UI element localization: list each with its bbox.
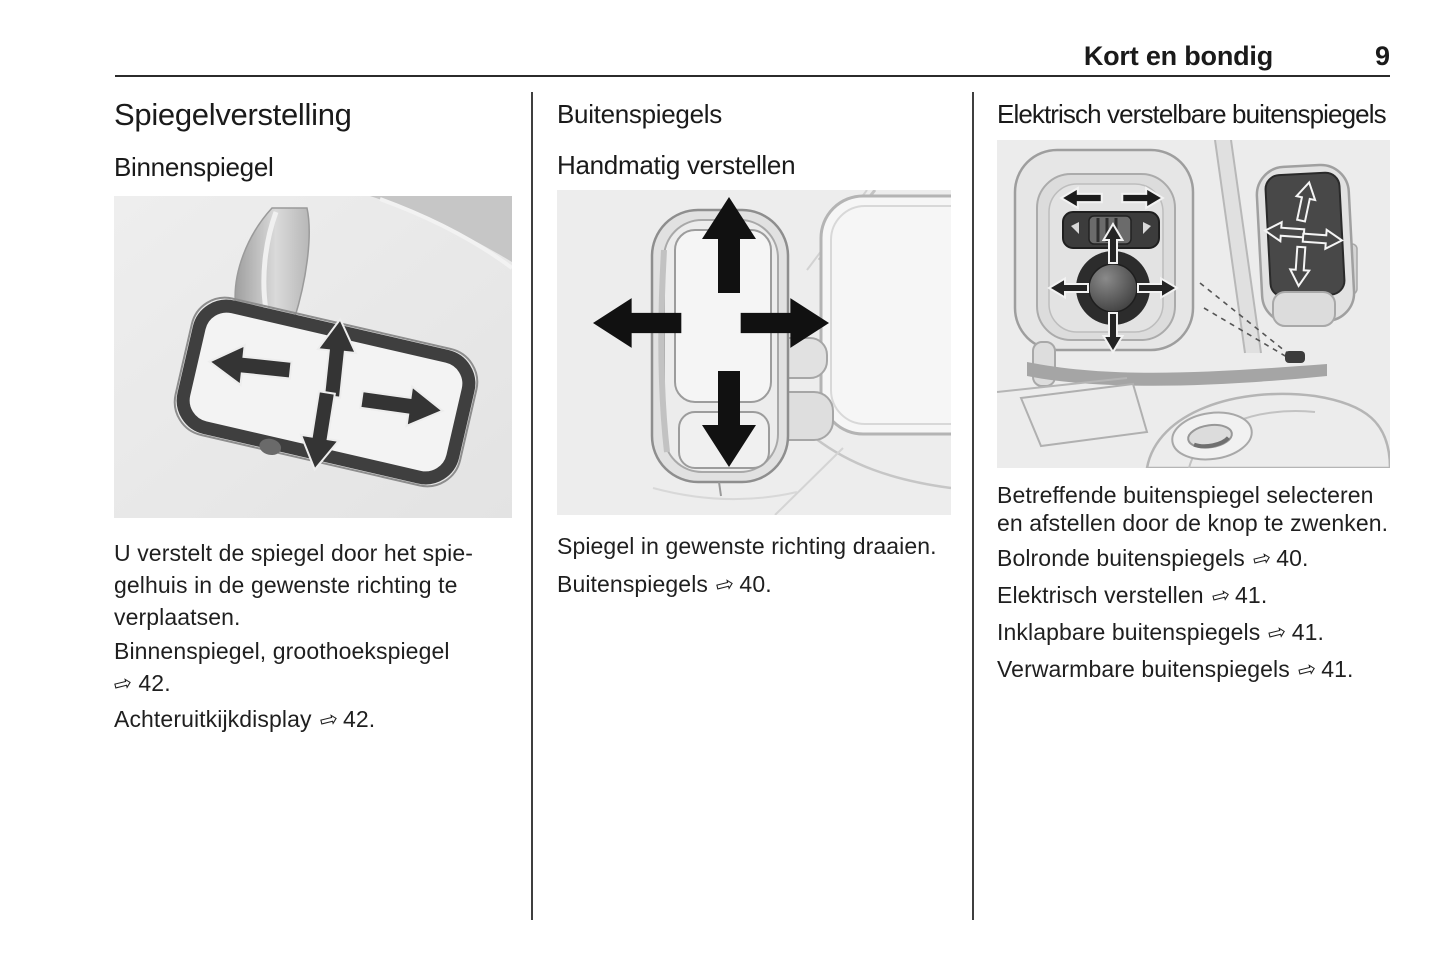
page-ref-arrow-icon: ⇨ [1265,619,1290,648]
left-column-subtitle: Binnenspiegel [114,152,274,182]
paragraph-line: Betreffende buitenspiegel selecteren [997,482,1374,508]
page-ref-arrow-icon: ⇨ [1208,582,1233,611]
reference-label: Buitenspiegels [557,571,709,597]
page-ref-arrow-icon: ⇨ [1295,656,1319,685]
reference-page: 42. [138,670,171,696]
page-reference-continued [111,667,526,701]
reference-page: 40. [1276,545,1309,571]
paragraph-line: verplaatsen. [114,604,241,630]
page-ref-arrow-icon: ⇨ [316,706,341,735]
paragraph-line: Spiegel in gewenste richting draaien. [557,533,937,559]
page-reference [997,618,1397,648]
electric-mirror-controls-figure [997,140,1390,468]
reference-page: 40. [739,571,772,597]
paragraph-line: U verstelt de spiegel door het spie- [114,540,474,566]
header-rule [115,75,1390,77]
page-reference [997,544,1397,574]
paragraph-line: en afstellen door de knop te zwenken. [997,510,1389,536]
interior-mirror-figure [114,196,512,518]
page-reference [997,581,1397,611]
page-ref-arrow-icon: ⇨ [713,571,738,600]
exterior-mirror-illustration [557,190,951,515]
electric-mirror-controls-illustration [997,140,1390,468]
interior-mirror-illustration [114,196,512,518]
reference-label: Inklapbare buitenspiegels [997,619,1261,645]
column-divider [972,92,974,920]
page-number: 9 [1374,41,1390,71]
right-column-title: Elektrisch verstelbare buitenspiegels [997,99,1386,129]
right-column-text [997,481,1397,685]
reference-label: Elektrisch verstellen [997,582,1204,608]
page-ref-arrow-icon: ⇨ [111,670,136,699]
reference-label: Bolronde buitenspiegels [997,545,1245,571]
exterior-mirror-figure [557,190,951,515]
page-reference [114,703,526,737]
paragraph-line: gelhuis in de gewenste richting te [114,572,458,598]
reference-page: 42. [343,706,376,732]
reference-label: Binnenspiegel, groothoekspiegel [114,638,450,664]
door-switch-inset [1255,164,1357,326]
actual-switch-location [1285,351,1305,363]
page-ref-arrow-icon: ⇨ [1250,545,1274,574]
section-title: Kort en bondig [1083,41,1273,71]
left-column-text [111,537,526,737]
middle-column-title: Buitenspiegels [557,99,722,129]
middle-column-text [557,530,967,602]
left-column-title: Spiegelverstelling [114,97,352,132]
reference-page: 41. [1235,582,1268,608]
middle-column-subtitle: Handmatig verstellen [557,150,796,180]
column-divider [531,92,533,920]
reference-label: Verwarmbare buitenspiegels [997,656,1290,682]
reference-page: 41. [1291,619,1325,645]
page-reference [997,655,1397,685]
page-reference [114,635,526,667]
reference-page: 41. [1321,656,1354,682]
reference-label: Achteruitkijkdisplay [114,706,312,732]
page-reference [557,568,967,602]
